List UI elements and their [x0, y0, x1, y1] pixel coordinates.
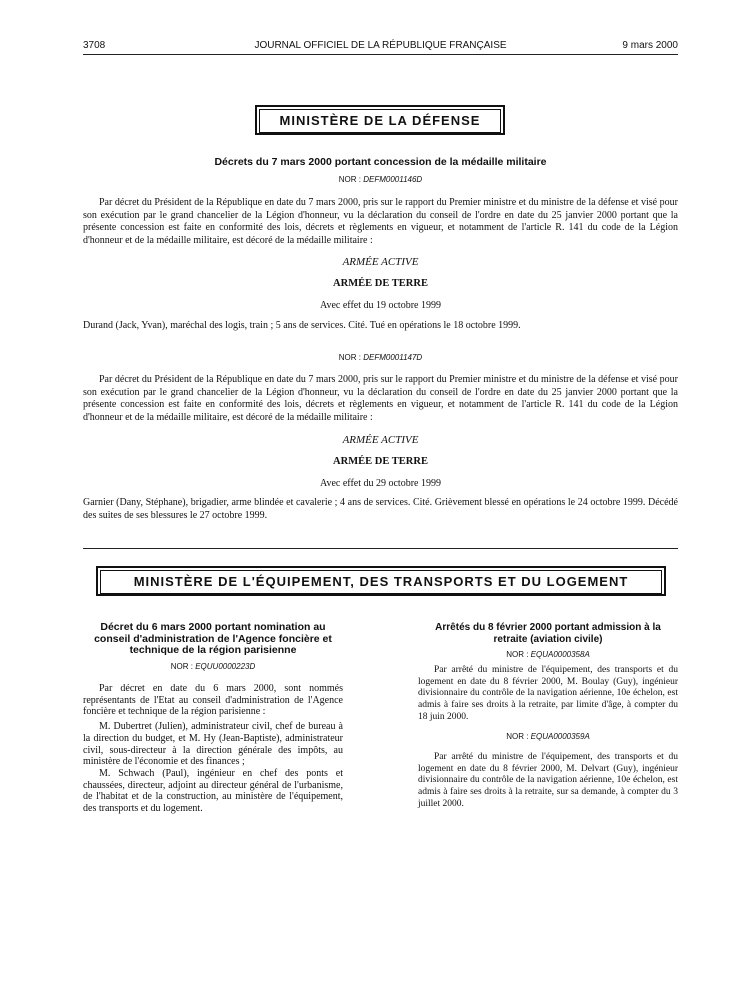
decree-title: Arrêtés du 8 février 2000 portant admission à la retraite (aviation civile) [435, 622, 661, 645]
nor-label: NOR : [506, 650, 531, 659]
ministry-defense-heading [255, 105, 505, 135]
defense-decrees-title: Décrets du 7 mars 2000 portant concession de la médaille militaire [214, 156, 547, 168]
nor-label: NOR : [506, 732, 531, 741]
issue-date: 9 mars 2000 [622, 40, 678, 51]
decorated-person: Durand (Jack, Yvan), maréchal des logis, train ; 5 ans de services. Cité. Tué en opérations le 18 octobre 1999. [83, 320, 521, 331]
decree-paragraph: Par décret en date du 6 mars 2000, sont nommés représentants de l'Etat au conseil d'administration de l'Agence foncière et technique de la région parisienne : [83, 683, 343, 718]
nor-label: NOR : [338, 353, 364, 362]
nor-code: EQUA0000359A [530, 732, 590, 741]
nor-reference [418, 650, 678, 659]
section-divider [83, 548, 678, 549]
decree-paragraph: M. Schwach (Paul), ingénieur en chef des ponts et chaussées, directeur, adjoint au directeur général de l'urbanisme, de l'habitat et de la construction, au ministère de l'équipement, des transports et du logement. [83, 767, 343, 815]
nor-reference [83, 353, 678, 362]
nor-code: DEFM0001146D [363, 175, 423, 184]
right-column [418, 622, 678, 659]
order-paragraph: Par arrêté du ministre de l'équipement, des transports et du logement en date du 8 février 2000, M. Delvart (Guy), ingénieur divisionnaire du contrôle de la navigation aérienne, 10e échelon, est admis à faire ses droits à la retraite, sur sa demande, à compter du 3 juillet 2000. [418, 752, 678, 809]
header-rule [83, 54, 678, 55]
nor-code: EQUA0000358A [530, 650, 590, 659]
ministry-equipement-label: MINISTÈRE DE L'ÉQUIPEMENT, DES TRANSPORTS ET DU LOGEMENT [100, 570, 662, 594]
right-column-body [418, 752, 678, 811]
branch-heading: ARMÉE DE TERRE [333, 456, 428, 467]
right-column-nor [418, 732, 678, 741]
nor-code: DEFM0001147D [363, 353, 423, 362]
right-column-body [418, 665, 678, 724]
nor-label: NOR : [338, 175, 364, 184]
effect-date: Avec effet du 29 octobre 1999 [320, 478, 441, 489]
journal-title: JOURNAL OFFICIEL DE LA RÉPUBLIQUE FRANÇAISE [254, 40, 507, 51]
left-column-body [83, 683, 343, 815]
left-column [83, 622, 343, 671]
army-heading: ARMÉE ACTIVE [342, 256, 419, 268]
effect-date: Avec effet du 19 octobre 1999 [320, 300, 441, 311]
nor-code: EQUU0000223D [195, 661, 256, 671]
decree-body: Par décret du Président de la République en date du 7 mars 2000, pris sur le rapport du Premier ministre et du ministre de la défense et visé pour son exécution par le grand chancelier de la Légion d'honneur, vu la déclaration du conseil de l'ordre en date du 25 janvier 2000 portant que la présente concession est faite en conformité des lois, décrets et règlements en vigueur, et notamment de l'article R. 141 du code de la Légion d'honneur et de la médaille militaire, est décoré de la médaille militaire : [83, 374, 678, 423]
nor-reference [83, 662, 343, 671]
army-heading: ARMÉE ACTIVE [342, 434, 419, 446]
nor-reference [418, 732, 678, 741]
decree-paragraph: M. Dubertret (Julien), administrateur civil, chef de bureau à la direction du budget, et M. Hy (Jean-Baptiste), administrateur civil, sous-directeur à la direction générale des impôts, au ministère de l'économie et des finances ; [83, 721, 343, 768]
ministry-defense-label: MINISTÈRE DE LA DÉFENSE [259, 109, 501, 133]
page-header [83, 40, 678, 54]
ministry-equipement-heading [96, 566, 666, 596]
branch-heading: ARMÉE DE TERRE [333, 278, 428, 289]
order-paragraph: Par arrêté du ministre de l'équipement, des transports et du logement en date du 8 février 2000, M. Boulay (Guy), ingénieur divisionnaire du contrôle de la navigation aérienne, 10e échelon, est admis à faire ses droits à la retraite, par limite d'âge, à compter du 18 juin 2000. [418, 665, 678, 722]
nor-reference [83, 175, 678, 184]
decree-title: Décret du 6 mars 2000 portant nomination au conseil d'administration de l'Agence foncière et technique de la région parisienne [94, 621, 332, 656]
page-number: 3708 [83, 40, 106, 51]
nor-label: NOR : [170, 661, 196, 671]
decree-body: Par décret du Président de la République en date du 7 mars 2000, pris sur le rapport du Premier ministre et du ministre de la défense et visé pour son exécution par le grand chancelier de la Légion d'honneur, vu la déclaration du conseil de l'ordre en date du 25 janvier 2000 portant que la présente concession est faite en conformité des lois, décrets et règlements en vigueur, et notamment de l'article R. 141 du code de la Légion d'honneur et de la médaille militaire, est décoré de la médaille militaire : [83, 197, 678, 246]
decorated-person: Garnier (Dany, Stéphane), brigadier, arme blindée et cavalerie ; 4 ans de services. Cité. Grièvement blessé en opérations le 24 octobre 1999. Décédé des suites de ses blessures le 27 octobre 1999. [83, 497, 678, 521]
